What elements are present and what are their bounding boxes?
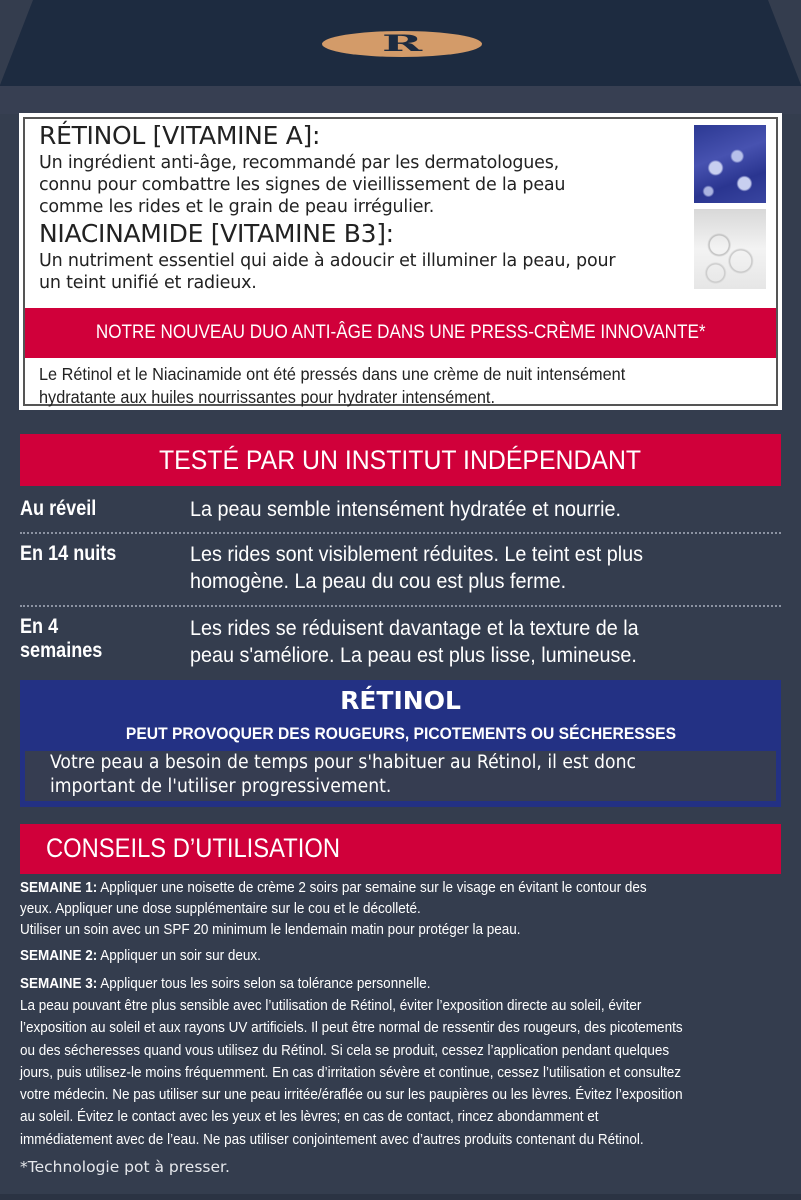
niacinamide-title: NIACINAMIDE [VITAMINE B3]: — [39, 219, 394, 248]
usage-banner — [20, 824, 781, 874]
duo-note-line-2: hydratante aux huiles nourrissantes pour hydrater intensément. — [39, 387, 495, 407]
week-1-label: SEMAINE 1: — [20, 879, 98, 896]
result-row-wake — [20, 492, 781, 534]
tested-title: TESTÉ PAR UN INSTITUT INDÉPENDANT — [159, 444, 642, 475]
lid-edge-band — [0, 86, 801, 114]
retinol-title: RÉTINOL [VITAMINE A]: — [39, 121, 321, 150]
result-label: En 14 nuits — [20, 542, 117, 565]
result-row-14-nights — [20, 536, 781, 607]
week-2-instructions — [20, 945, 713, 966]
logo-letter: R — [381, 31, 423, 57]
retinol-line-3: comme les rides et le grain de peau irrégulier. — [39, 197, 435, 217]
package-bottom-edge — [0, 1194, 801, 1200]
week-1-line-1: Appliquer une noisette de crème 2 soirs par semaine sur le visage en évitant le contour des — [97, 879, 647, 896]
warning-subtitle — [20, 724, 781, 744]
result-label-line-1: En 4 — [20, 615, 59, 638]
precaution-line: l’exposition au soleil et aux rayons UV artificiels. Il peut être normal de ressentir des rougeurs, des picotements — [20, 1019, 683, 1037]
result-label: Au réveil — [20, 497, 97, 520]
duo-banner — [25, 308, 776, 358]
retinol-texture-image — [694, 125, 766, 203]
brand-logo-icon — [322, 31, 482, 57]
result-label — [20, 615, 102, 663]
warning-text-line-1: Votre peau a besoin de temps pour s'habituer au Rétinol, il est donc — [50, 752, 636, 773]
retinol-warning-box — [20, 680, 781, 807]
warning-text-line-2: important de l'utiliser progressivement. — [50, 776, 392, 797]
precaution-line: jours, puis utilisez-le moins fréquemment. En cas d’irritation sévère et continue, cessez l’utilisation et consultez — [20, 1063, 682, 1081]
precaution-line: votre médecin. Ne pas utiliser sur une peau irritée/éraflée ou sur les paupières ou les lèvres. Évitez l’exposition — [20, 1086, 683, 1104]
result-text — [190, 541, 643, 595]
precautions-text — [20, 995, 713, 1151]
niacinamide-description — [39, 250, 615, 294]
precaution-line: ou des sécheresses quand vous utilisez du Rétinol. Si cela se produit, cessez l’application pendant quelques — [20, 1041, 670, 1059]
tested-banner — [20, 434, 781, 486]
precaution-line: La peau pouvant être plus sensible avec l’utilisation de Rétinol, éviter l’exposition directe au soleil, éviter — [20, 997, 642, 1014]
week-1-line-3: Utiliser un soin avec un SPF 20 minimum le lendemain matin pour protéger la peau. — [20, 921, 521, 938]
week-2-text: Appliquer un soir sur deux. — [97, 947, 261, 964]
week-3-label: SEMAINE 3: — [20, 975, 98, 992]
precaution-line: immédiatement avec de l’eau. Ne pas utiliser conjointement avec d’autres produits contenant du Rétinol. — [20, 1130, 644, 1148]
result-text-line-2: peau s'améliore. La peau est plus lisse, lumineuse. — [190, 643, 637, 667]
warning-text — [50, 751, 636, 799]
warning-subtitle-text: PEUT PROVOQUER DES ROUGEURS, PICOTEMENTS OU SÉCHERESSES — [125, 724, 676, 743]
retinol-line-1: Un ingrédient anti-âge, recommandé par les dermatologues, — [39, 153, 560, 173]
duo-banner-text: NOTRE NOUVEAU DUO ANTI-ÂGE DANS UNE PRESS-CRÈME INNOVANTE* — [95, 322, 706, 343]
footnote: *Technologie pot à presser. — [20, 1158, 230, 1176]
retinol-description — [39, 152, 565, 218]
result-text — [190, 615, 639, 669]
niacinamide-line-2: un teint unifié et radieux. — [39, 273, 257, 293]
niacinamide-line-1: Un nutriment essentiel qui aide à adoucir et illuminer la peau, pour — [39, 251, 616, 271]
result-text-line-1: Les rides se réduisent davantage et la texture de la — [190, 616, 639, 640]
result-text-line-2: homogène. La peau du cou est plus ferme. — [190, 569, 567, 593]
result-label-line-2: semaines — [20, 639, 103, 662]
duo-note-line-1: Le Rétinol et le Niacinamide ont été pressés dans une crème de nuit intensément — [39, 364, 626, 384]
niacinamide-bubbles-image — [694, 209, 766, 289]
ingredients-panel — [19, 113, 782, 410]
usage-title: CONSEILS D’UTILISATION — [46, 833, 340, 863]
ingredients-panel-border — [23, 117, 778, 406]
result-row-4-weeks — [20, 609, 781, 675]
warning-title: RÉTINOL — [340, 686, 461, 715]
week-3-text: Appliquer tous les soirs selon sa tolérance personnelle. — [97, 975, 431, 992]
package-lid — [0, 0, 801, 95]
warning-detail-panel — [25, 751, 776, 801]
week-2-label: SEMAINE 2: — [20, 947, 98, 964]
duo-note — [39, 363, 625, 409]
precaution-line: au soleil. Évitez le contact avec les yeux et les lèvres; en cas de contact, rincez abondamment et — [20, 1108, 599, 1126]
retinol-line-2: connu pour combattre les signes de vieillissement de la peau — [39, 175, 566, 195]
week-1-instructions — [20, 877, 713, 940]
week-1-line-2: yeux. Appliquer une dose supplémentaire sur le cou et le décolleté. — [20, 900, 421, 917]
week-3-instructions — [20, 973, 713, 994]
result-text-line-1: Les rides sont visiblement réduites. Le teint est plus — [190, 542, 643, 566]
result-text: La peau semble intensément hydratée et nourrie. — [190, 497, 622, 521]
